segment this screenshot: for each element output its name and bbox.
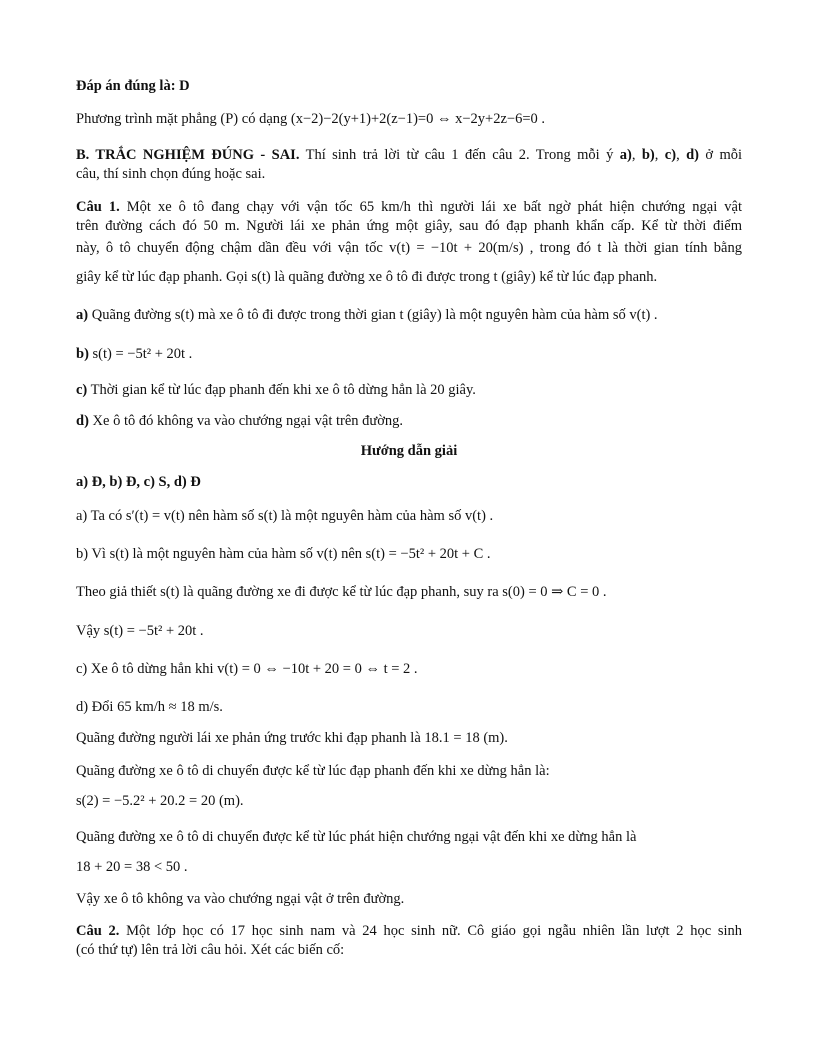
solution-d-7: Vậy xe ô tô không va vào chướng ngại vật ở trên đường.	[76, 891, 405, 907]
question-1-line-3: này, ô tô chuyển động chậm dần đều với vận tốc v(t) = −10t + 20(m/s) , trong đó t là thời gian tính bằng	[76, 240, 742, 256]
section-b-instructions: B. TRẮC NGHIỆM ĐÚNG - SAI. Thí sinh trả lời từ câu 1 đến câu 2. Trong mỗi ý a), b), c), d) ở mỗi	[76, 147, 743, 163]
statement-c: c) Thời gian kể từ lúc đạp phanh đến khi xe ô tô dừng hẳn là 20 giây.	[76, 382, 476, 398]
question-2-line-1: Câu 2. Một lớp học có 17 học sinh nam và 24 học sinh nữ. Cô giáo gọi ngẫu nhiên lần lượt 2 học sinh	[76, 923, 743, 939]
statement-b: b) s(t) = −5t² + 20t .	[76, 346, 193, 362]
solution-d-6: 18 + 20 = 38 < 50 .	[76, 859, 188, 875]
question-1-line-2: trên đường cách đó 50 m. Người lái xe phản ứng một giây, sau đó đạp phanh khẩn cấp. Kể từ thời điểm	[76, 218, 742, 234]
solution-result: a) Đ, b) Đ, c) S, d) Đ	[76, 474, 201, 490]
solution-d-5: Quãng đường xe ô tô di chuyển được kể từ lúc phát hiện chướng ngại vật đến khi xe dừng hẳn là	[76, 829, 637, 845]
solution-d-2: Quãng đường người lái xe phản ứng trước khi đạp phanh là 18.1 = 18 (m).	[76, 730, 508, 746]
solution-b-3: Vậy s(t) = −5t² + 20t .	[76, 623, 204, 639]
solution-b-2: Theo giả thiết s(t) là quãng đường xe đi được kể từ lúc đạp phanh, suy ra s(0) = 0 ⇒ C = 0 .	[76, 584, 607, 600]
statement-d: d) Xe ô tô đó không va vào chướng ngại vật trên đường.	[76, 413, 404, 429]
section-b-instructions-2: câu, thí sinh chọn đúng hoặc sai.	[76, 166, 266, 182]
question-1-line-1: Câu 1. Một xe ô tô đang chạy với vận tốc 65 km/h thì người lái xe bất ngờ phát hiện chướng ngại vật	[76, 199, 743, 215]
question-1-label: Câu 1.	[76, 199, 120, 215]
solution-heading: Hướng dẫn giải	[360, 443, 458, 459]
solution-d-3: Quãng đường xe ô tô di chuyển được kể từ lúc đạp phanh đến khi xe dừng hẳn là:	[76, 763, 550, 779]
solution-d: d) Đổi 65 km/h ≈ 18 m/s.	[76, 699, 223, 715]
answer-line: Đáp án đúng là: D	[76, 78, 190, 94]
solution-b: b) Vì s(t) là một nguyên hàm của hàm số v(t) nên s(t) = −5t² + 20t + C .	[76, 546, 491, 562]
solution-d-4: s(2) = −5.2² + 20.2 = 20 (m).	[76, 793, 244, 809]
question-2-line-2: (có thứ tự) lên trả lời câu hỏi. Xét các biến cố:	[76, 942, 345, 958]
question-2-label: Câu 2.	[76, 923, 120, 939]
solution-c: c) Xe ô tô dừng hẳn khi v(t) = 0 ⇔ −10t + 20 = 0 ⇔ t = 2 .	[76, 661, 418, 677]
section-b-title: B. TRẮC NGHIỆM ĐÚNG - SAI.	[76, 147, 300, 163]
statement-a: a) Quãng đường s(t) mà xe ô tô đi được trong thời gian t (giây) là một nguyên hàm của hàm số v(t) .	[76, 307, 658, 323]
question-1-line-4: giây kể từ lúc đạp phanh. Gọi s(t) là quãng đường xe ô tô đi được trong t (giây) kể từ lúc đạp phanh.	[76, 269, 658, 285]
solution-a: a) Ta có s′(t) = v(t) nên hàm số s(t) là một nguyên hàm của hàm số v(t) .	[76, 508, 494, 524]
plane-equation-line: Phương trình mặt phẳng (P) có dạng (x−2)−2(y+1)+2(z−1)=0 ⇔ x−2y+2z−6=0 .	[76, 111, 545, 127]
